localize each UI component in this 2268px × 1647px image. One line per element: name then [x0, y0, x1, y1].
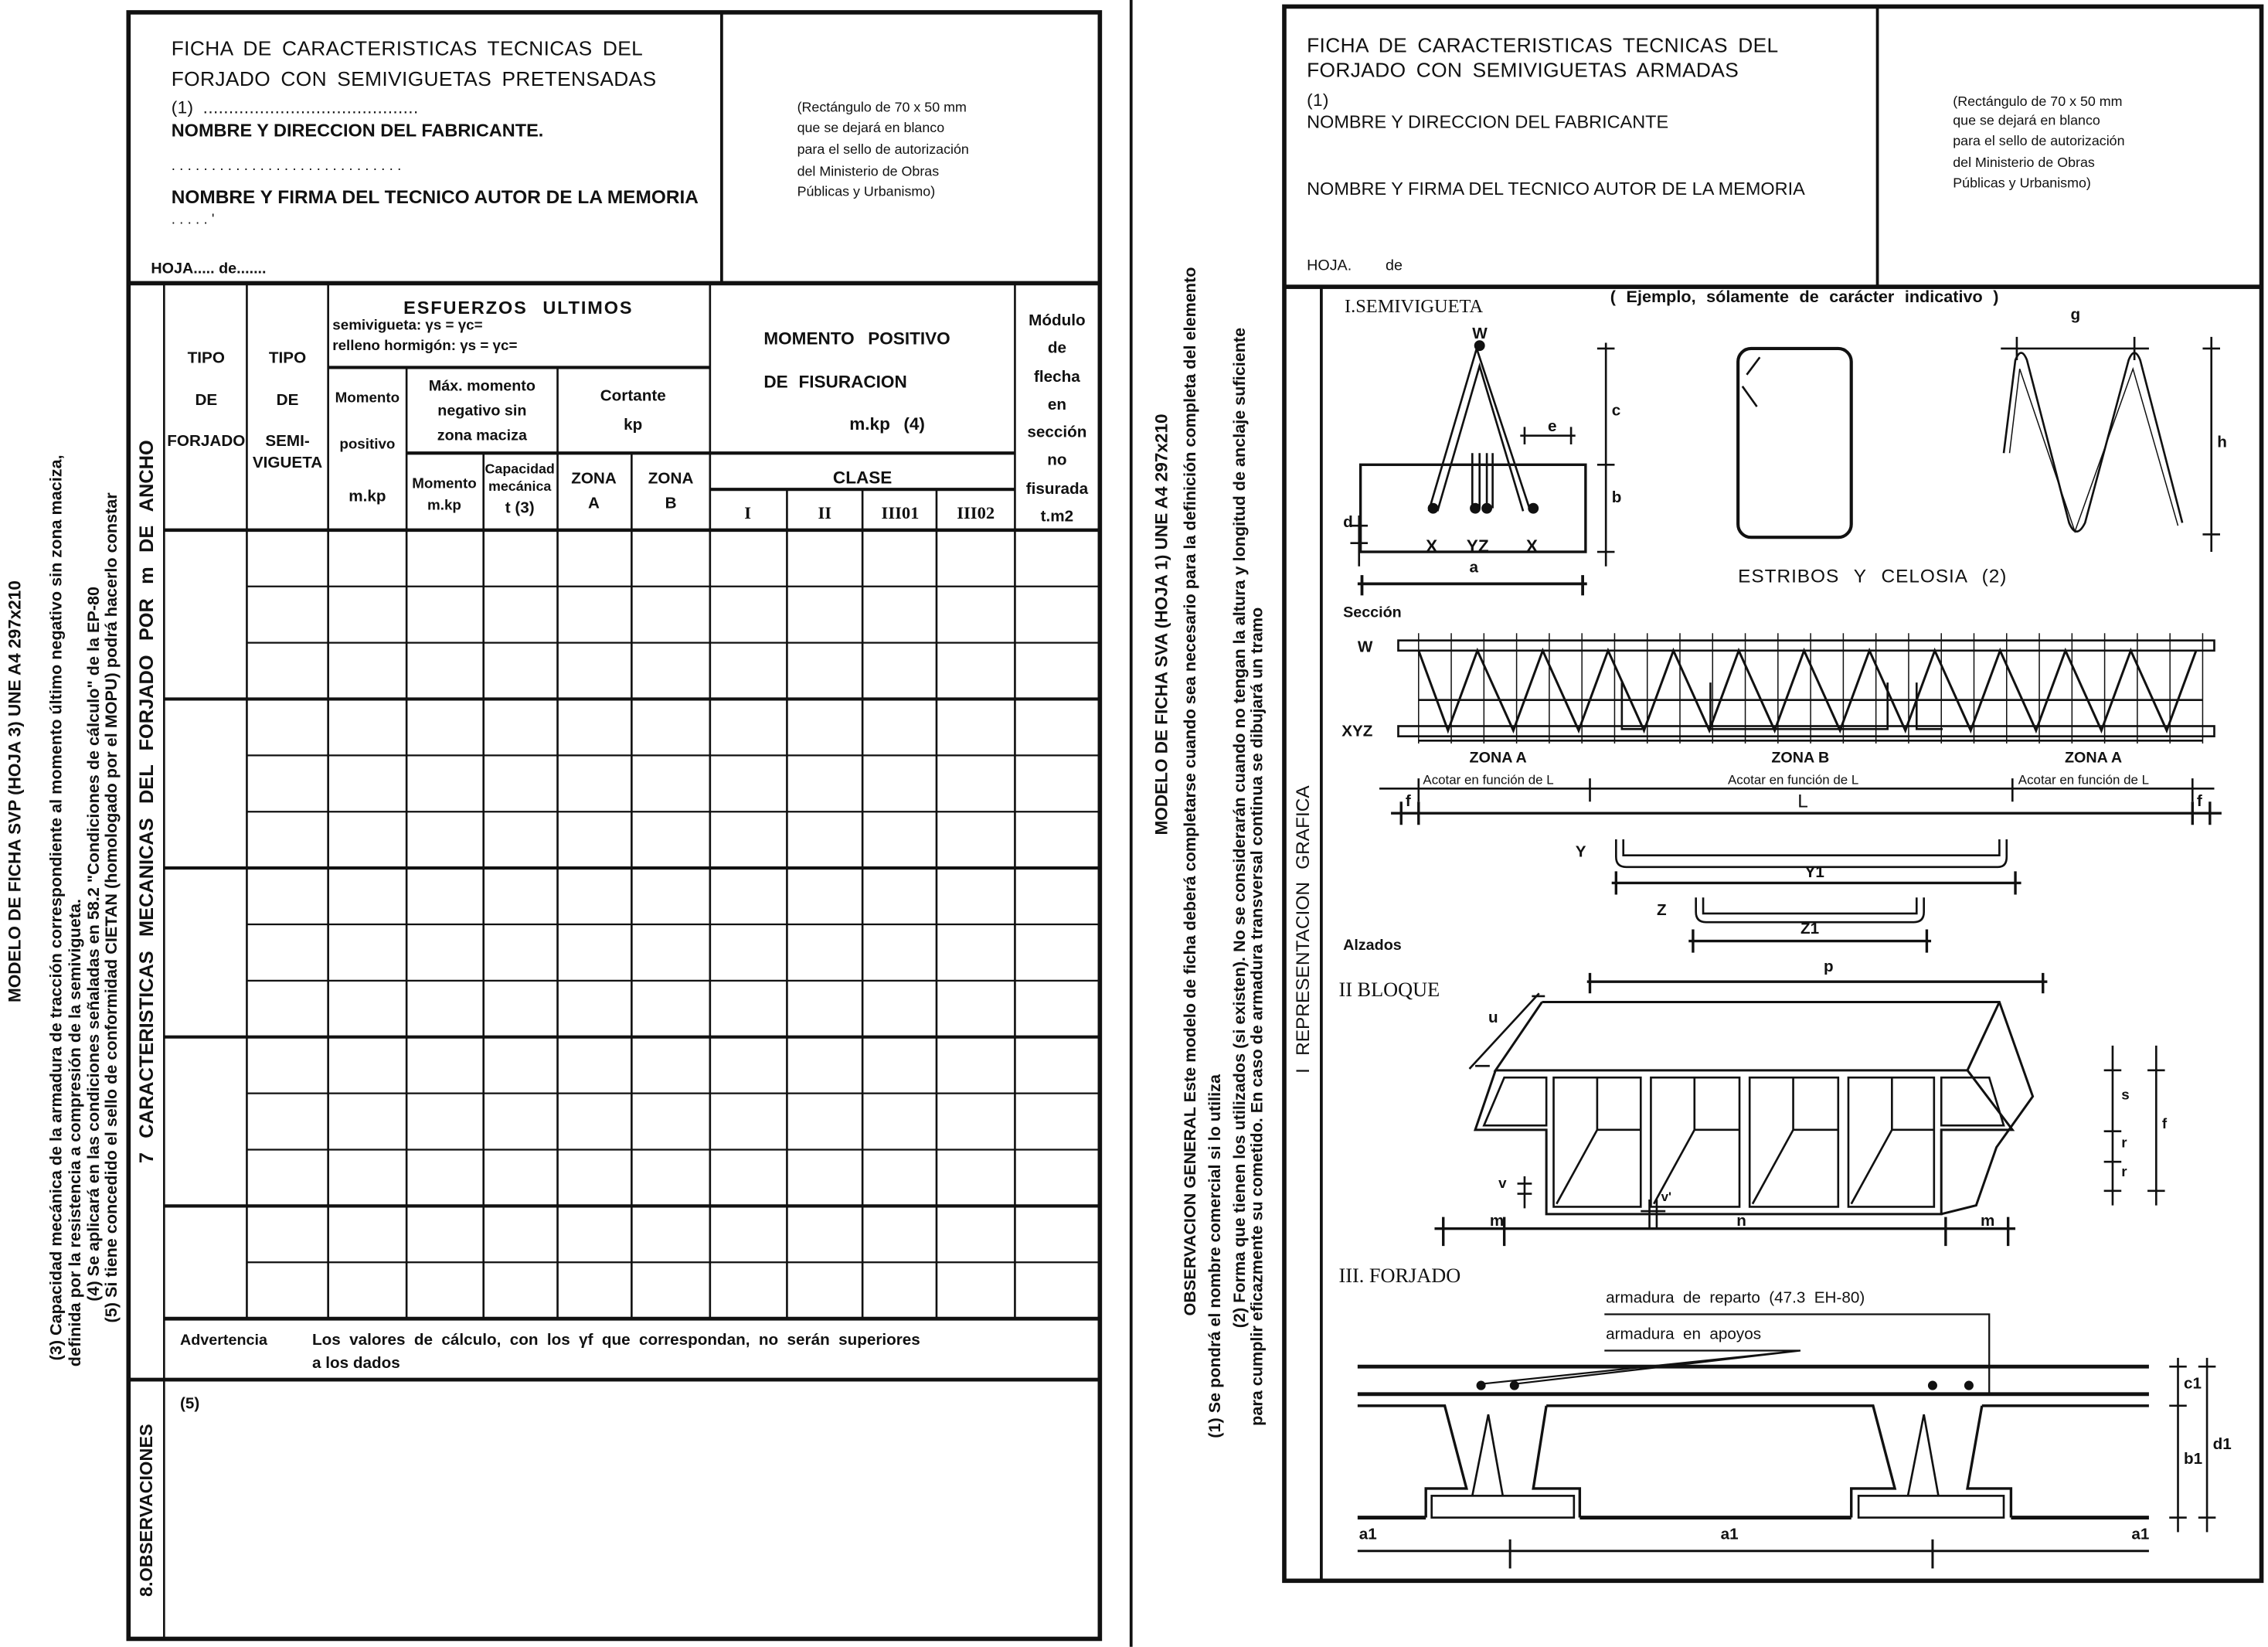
col-modulo-l8: t.m2 — [1040, 508, 1074, 526]
armadura-reparto-label: armadura de reparto (47.3 EH-80) — [1606, 1289, 1865, 1308]
stamp-text-3: para el sello de autorización — [797, 142, 969, 158]
label-m-right: m — [1980, 1212, 1995, 1230]
label-f-left: f — [1405, 792, 1411, 811]
esfuerzos-ultimos-title: ESFUERZOS ULTIMOS — [403, 298, 634, 318]
right-ref-1: (1) — [1307, 90, 1329, 111]
bloque-title: II BLOQUE — [1338, 980, 1440, 1002]
label-d: d — [1343, 514, 1353, 532]
right-stamp-text-1: (Rectángulo de 70 x 50 mm — [1953, 94, 2123, 111]
label-b1: b1 — [2184, 1451, 2203, 1468]
col-momento-mkp-l1: Momento — [412, 476, 477, 492]
right-stamp-text-2: que se dejará en blanco — [1953, 113, 2100, 130]
estribos-celosia-label: ESTRIBOS Y CELOSIA (2) — [1738, 564, 2008, 587]
label-a1-left: a1 — [1358, 1526, 1377, 1544]
label-b: b — [1611, 489, 1622, 507]
label-v: v — [1498, 1176, 1507, 1193]
relleno-gamma: relleno hormigón: γs = γc= — [332, 338, 518, 355]
label-c1: c1 — [2184, 1375, 2202, 1393]
left-margin-title: MODELO DE FICHA SVP (HOJA 3) UNE A4 297x210 — [4, 580, 25, 1003]
col-modulo-l3: flecha — [1034, 368, 1080, 386]
seccion-w: W — [1357, 638, 1373, 657]
acotar-left: Acotar en función de L — [1423, 772, 1554, 788]
right-margin-title: MODELO DE FICHA SVA (HOJA 1) UNE A4 297x210 — [1151, 413, 1172, 835]
label-y: Y — [1575, 843, 1586, 862]
stamp-text-4: del Ministerio de Obras — [797, 164, 940, 180]
clase-ii: II — [818, 502, 832, 523]
col-zona-a-l2: A — [588, 495, 600, 513]
right-note-1: (1) Se pondrá el nombre comercial si lo utiliza — [1206, 1074, 1225, 1438]
sheet-number: HOJA..... de....... — [151, 260, 267, 277]
label-f-right: f — [2196, 792, 2202, 811]
manufacturer-label: NOMBRE Y DIRECCION DEL FABRICANTE. — [171, 120, 544, 141]
right-title-line2: FORJADO CON SEMIVIGUETAS ARMADAS — [1307, 58, 1739, 82]
label-e: e — [1548, 418, 1557, 436]
stamp-text-5: Públicas y Urbanismo) — [797, 184, 936, 201]
label-x-left: X — [1426, 536, 1438, 556]
col-zona-b-l1: ZONA — [648, 470, 694, 488]
zona-a-right: ZONA A — [2064, 749, 2123, 767]
fisuracion-line1: MOMENTO POSITIVO — [763, 328, 950, 349]
seccion-title: Sección — [1343, 604, 1402, 622]
label-v-prime: v' — [1661, 1189, 1672, 1204]
right-note-2-cont: para cumplir eficazmente su cometido. En caso de armadura transversal continua se dibujará un tramo — [1249, 607, 1267, 1426]
clase-iii-01: III01 — [881, 502, 920, 523]
col-tipo-semivigueta-l1: TIPO — [268, 349, 307, 368]
acotar-right: Acotar en función de L — [2018, 772, 2150, 788]
form-title-line2: FORJADO CON SEMIVIGUETAS PRETENSADAS — [171, 66, 657, 90]
zona-b: ZONA B — [1771, 749, 1830, 767]
label-p: p — [1824, 958, 1834, 976]
label-s: s — [2121, 1087, 2130, 1104]
label-l: L — [1797, 790, 1808, 812]
label-d1: d1 — [2212, 1436, 2232, 1454]
dotted-line-2: . . . . . ' — [171, 212, 215, 229]
label-w: W — [1472, 325, 1488, 343]
col-max-momento-l1: Máx. momento — [428, 377, 536, 396]
label-a1-right: a1 — [2131, 1526, 2150, 1544]
label-y1: Y1 — [1804, 864, 1824, 882]
col-modulo-l5: sección — [1027, 424, 1087, 442]
alzados-label: Alzados — [1343, 936, 1402, 955]
label-m-left: m — [1489, 1212, 1505, 1230]
semivigueta-gamma: semivigueta: γs = γc= — [332, 318, 483, 335]
label-r: r — [2121, 1135, 2127, 1152]
label-x-right: X — [1525, 536, 1538, 556]
left-note-5: (5) Si tiene concedido el sello de conformidad CIETAN (homologado por el MOPU) podrá hacerlo constar — [103, 492, 121, 1323]
label-n: n — [1736, 1212, 1746, 1230]
representacion-grafica-label: I REPRESENTACION GRAFICA — [1291, 785, 1314, 1074]
semivigueta-title: I.SEMIVIGUETA — [1344, 294, 1484, 317]
form-title-line1: FICHA DE CARACTERISTICAS TECNICAS DEL — [171, 36, 644, 60]
stamp-text-1: (Rectángulo de 70 x 50 mm — [797, 100, 967, 117]
right-note-2: (2) Forma que tienen los utilizados (si existen). No se considerarán cuando no tengan la altura y longitud de anclaje suficiente — [1231, 327, 1250, 1329]
col-momento-positivo-l1: Momento — [335, 390, 400, 407]
technician-label: NOMBRE Y FIRMA DEL TECNICO AUTOR DE LA MEMORIA — [171, 185, 699, 208]
armadura-apoyos-label: armadura en apoyos — [1606, 1325, 1762, 1344]
label-c: c — [1611, 402, 1621, 420]
warning-label: Advertencia — [179, 1332, 267, 1349]
col-capacidad-l3: t (3) — [505, 499, 535, 517]
observaciones-ref: (5) — [179, 1395, 200, 1414]
col-tipo-forjado-l2: DE — [195, 391, 218, 410]
col-modulo-l7: fisurada — [1025, 480, 1089, 498]
fisuracion-line2: DE FISURACION — [763, 372, 907, 393]
clase-i: I — [744, 502, 752, 523]
label-u: u — [1488, 1009, 1498, 1027]
section-7-label: 7 CARACTERISTICAS MECANICAS DEL FORJADO POR m DE ANCHO — [135, 440, 158, 1164]
clase-header: CLASE — [832, 468, 893, 488]
col-cortante-l1: Cortante — [600, 387, 666, 406]
label-r2: r — [2121, 1164, 2127, 1181]
label-f-bloque: f — [2161, 1116, 2168, 1133]
forjado-drawing — [1358, 1314, 2215, 1568]
col-tipo-semivigueta-l2: DE — [276, 391, 299, 410]
col-cortante-l2: kp — [624, 416, 643, 434]
right-technician-label: NOMBRE Y FIRMA DEL TECNICO AUTOR DE LA MEMORIA — [1307, 179, 1805, 199]
col-modulo-l1: Módulo — [1029, 311, 1086, 330]
col-momento-positivo-l2: positivo — [339, 437, 396, 454]
col-tipo-forjado-l1: TIPO — [187, 349, 225, 368]
col-capacidad-l2: mecánica — [488, 479, 552, 496]
right-title-line1: FICHA DE CARACTERISTICAS TECNICAS DEL — [1307, 33, 1779, 57]
left-note-3: (3) Capacidad mecánica de la armadura de tracción correspondiente al momento último negativo sin zona maciza, — [48, 454, 66, 1361]
col-zona-a-l1: ZONA — [571, 470, 617, 488]
label-h: h — [2217, 434, 2227, 452]
left-note-4: (4) Se aplicará en las condiciones señaladas en 58.2 "Condiciones de cálculo" de la EP-80 — [86, 586, 104, 1302]
col-tipo-semivigueta-l3: SEMI- — [265, 433, 310, 451]
label-g: g — [2070, 306, 2081, 325]
col-zona-b-l2: B — [665, 495, 677, 513]
col-momento-positivo-l3: m.kp — [349, 488, 386, 505]
label-z: Z — [1656, 901, 1667, 920]
ref-1: (1) .......................................... — [171, 97, 419, 118]
clase-iii-02: III02 — [957, 502, 995, 523]
col-capacidad-l1: Capacidad — [485, 461, 555, 478]
right-stamp-text-3: para el sello de autorización — [1953, 133, 2125, 150]
left-note-3-cont: definida por la resistencia a compresión de la semivigueta. — [66, 898, 85, 1367]
example-note: ( Ejemplo, sólamente de carácter indicativo ) — [1610, 288, 1999, 307]
col-max-momento-l2: negativo sin — [437, 402, 527, 420]
right-stamp-text-5: Públicas y Urbanismo) — [1953, 175, 2091, 192]
bloque-drawing — [1434, 973, 2164, 1246]
right-sheet-number: HOJA. de — [1307, 257, 1403, 275]
col-momento-mkp-l2: m.kp — [427, 498, 461, 515]
forjado-title: III. FORJADO — [1338, 1266, 1461, 1288]
col-modulo-l4: en — [1047, 396, 1066, 414]
label-yz: YZ — [1466, 536, 1489, 556]
zona-a-left: ZONA A — [1469, 749, 1527, 767]
col-tipo-forjado-l3: FORJADO — [167, 433, 246, 451]
section-8-label: 8.OBSERVACIONES — [136, 1424, 157, 1597]
col-tipo-semivigueta-l4: VIGUETA — [252, 454, 323, 472]
dotted-line: . . . . . . . . . . . . . . . . . . . . . . . . . . . . . — [171, 158, 402, 175]
semivigueta-drawing — [1350, 337, 2220, 595]
col-modulo-l2: de — [1047, 340, 1066, 358]
seccion-xyz: XYZ — [1341, 723, 1373, 741]
stamp-text-2: que se dejará en blanco — [797, 120, 945, 137]
fisuracion-line3: m.kp (4) — [849, 413, 925, 434]
col-max-momento-l3: zona maciza — [437, 426, 527, 444]
label-a1-mid: a1 — [1720, 1526, 1739, 1544]
right-general-note: OBSERVACION GENERAL Este modelo de ficha deberá completarse cuando sea necesario para la definición completa del elemento — [1182, 267, 1200, 1316]
warning-text-2: a los dados — [311, 1355, 400, 1373]
right-manufacturer-label: NOMBRE Y DIRECCION DEL FABRICANTE — [1307, 111, 1669, 132]
warning-text-1: Los valores de cálculo, con los γf que correspondan, no serán superiores — [311, 1332, 920, 1349]
label-a: a — [1469, 559, 1479, 577]
acotar-mid: Acotar en función de L — [1728, 772, 1859, 788]
right-stamp-text-4: del Ministerio de Obras — [1953, 155, 2095, 172]
label-z1: Z1 — [1800, 920, 1820, 938]
col-modulo-l6: no — [1047, 451, 1067, 470]
